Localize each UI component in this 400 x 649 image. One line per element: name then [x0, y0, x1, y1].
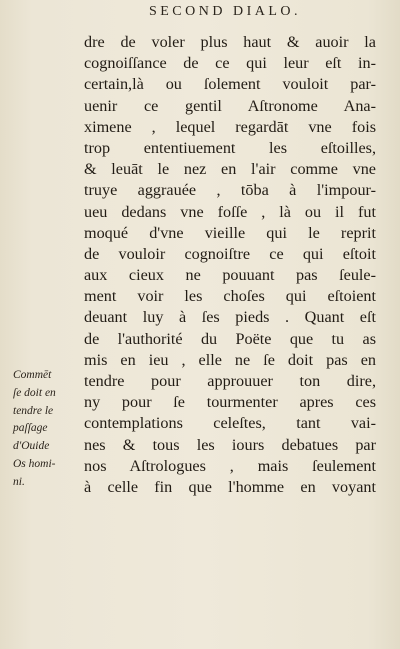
- text-line: contemplations celeſtes, tant vai-: [84, 414, 376, 433]
- text-line: & leuāt le nez en l'air comme vne: [84, 160, 376, 179]
- text-line: deuant luy à ſes pieds . Quant eſt: [84, 308, 376, 327]
- text-line: nes & tous les iours debatues par: [84, 435, 376, 454]
- text-line: truye aggrauée , tōba à l'impour-: [84, 181, 376, 200]
- body-text: [84, 32, 376, 498]
- text-line: dre de voler plus haut & auoir la: [84, 33, 376, 51]
- text-line: aux cieux ne pouuant pas ſeule-: [84, 266, 376, 285]
- text-line: cognoiſſance de ce qui leur eſt in-: [84, 54, 376, 73]
- text-line: de vouloir cognoiſtre ce qui eſtoit: [84, 244, 376, 263]
- text-line: ment voir les choſes qui eſtoient: [84, 287, 376, 306]
- text-line: à celle fin que l'homme en voyant: [84, 477, 376, 496]
- text-line: ny pour ſe tourmenter apres ces: [84, 393, 376, 412]
- margin-note-line: tendre le: [13, 404, 54, 417]
- margin-note-line: Os homi-: [13, 457, 56, 470]
- text-line: mis en ieu , elle ne ſe doit pas en: [84, 350, 376, 369]
- margin-note-line: paſſage: [13, 422, 48, 435]
- margin-note-line: ni.: [13, 475, 25, 488]
- margin-note-line: Commēt: [13, 369, 52, 381]
- text-line: nos Aſtrologues , mais ſeulement: [84, 456, 376, 475]
- text-line: de l'authorité du Poëte que tu as: [84, 329, 376, 348]
- text-line: certain,là ou ſolement vouloit par-: [84, 75, 376, 94]
- margin-note-line: ſe doit en: [13, 386, 56, 399]
- margin-note-line: d'Ouide: [13, 440, 50, 453]
- margin-note: [13, 367, 83, 492]
- text-line: ueu dedans vne foſſe , là ou il fut: [84, 202, 376, 221]
- text-line: trop ententiuement les eſtoilles,: [84, 138, 376, 157]
- running-head: SECOND DIALO.: [148, 4, 302, 19]
- text-line: ximene , lequel regardāt vne fois: [84, 117, 376, 136]
- text-line: tendre pour approuuer ton dire,: [84, 372, 376, 390]
- text-line: moqué d'vne vieille qui le reprit: [84, 223, 376, 242]
- text-line: uenir ce gentil Aſtronome Ana-: [84, 96, 376, 115]
